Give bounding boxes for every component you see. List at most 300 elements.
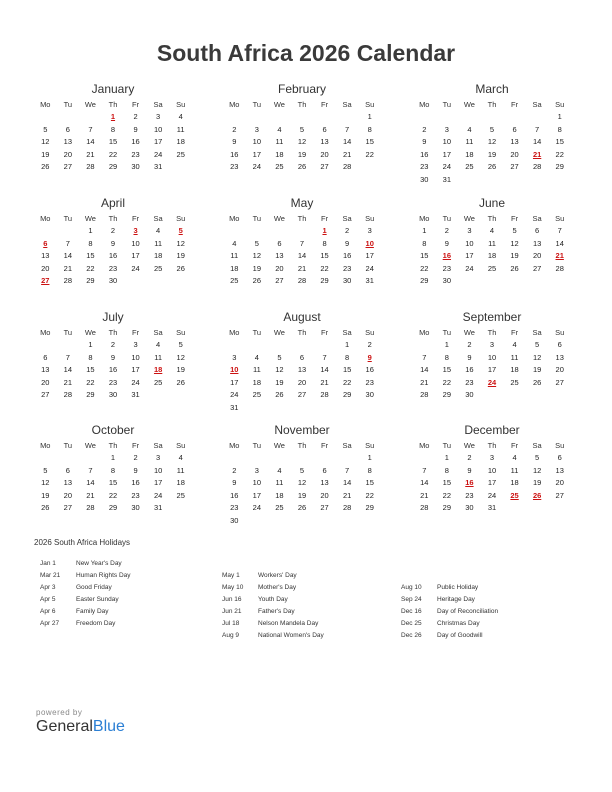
day-cell	[291, 402, 314, 415]
day-cell: 13	[41, 251, 50, 260]
weekday-label: Tu	[63, 214, 73, 223]
weekday-label: Sa	[342, 328, 352, 337]
day-cell: 14	[63, 251, 73, 260]
day-cell: 19	[532, 365, 542, 374]
day-cell: 12	[176, 238, 185, 248]
day-cell: 18	[465, 149, 474, 159]
week-row	[223, 389, 381, 402]
weekday-label: Tu	[442, 328, 452, 337]
day-cell: 9	[345, 238, 350, 248]
month-name: April	[100, 196, 125, 210]
day-cell: 4	[156, 226, 161, 235]
day-cell: 24	[230, 390, 239, 399]
day-cell: 4	[467, 124, 472, 134]
month-name: August	[283, 310, 321, 324]
day-cell	[526, 111, 549, 124]
weekday-label: Fr	[132, 441, 140, 450]
month-december	[413, 423, 571, 515]
day-cell: 30	[230, 515, 239, 525]
day-cell: 23	[131, 490, 140, 500]
day-cell: 4	[178, 453, 183, 462]
day-cell: 3	[489, 453, 495, 462]
day-cell: 15	[320, 251, 329, 260]
weekday-label: Tu	[63, 441, 73, 450]
holiday-date: Dec 25	[401, 620, 422, 627]
day-cell: 16	[131, 478, 140, 487]
weekday-label: Mo	[40, 441, 51, 450]
day-cell: 6	[65, 465, 70, 475]
day-cell: 22	[365, 490, 374, 500]
day-cell: 5	[535, 340, 540, 349]
holiday-name: Heritage Day	[437, 596, 475, 603]
holiday-date: Dec 16	[401, 608, 422, 615]
day-cell: 3	[133, 340, 138, 349]
week-row	[223, 490, 381, 503]
weekday-label: We	[84, 328, 96, 337]
day-cell	[246, 515, 269, 528]
day-cell: 7	[422, 352, 427, 362]
day-cell: 21	[420, 377, 429, 387]
day-cell: 17	[252, 149, 262, 159]
day-cell: 24	[252, 503, 262, 512]
day-cell	[503, 275, 526, 288]
day-cell: 10	[252, 478, 262, 487]
week-row	[413, 161, 571, 174]
day-cell: 10	[131, 238, 140, 248]
holiday-date: Apr 6	[40, 608, 56, 615]
day-cell: 1	[110, 453, 116, 462]
day-cell: 10	[442, 137, 452, 146]
day-cell	[57, 339, 80, 352]
week-row	[223, 465, 381, 478]
day-cell	[57, 111, 80, 124]
day-cell: 9	[110, 238, 116, 248]
day-cell: 23	[108, 263, 118, 273]
day-cell: 11	[510, 352, 519, 362]
day-cell: 20	[41, 377, 50, 387]
week-row	[223, 364, 381, 377]
day-cell: 6	[557, 453, 562, 462]
weekday-label: Su	[555, 214, 565, 223]
weekday-label: We	[273, 214, 285, 223]
holiday-date: Jan 1	[40, 560, 56, 567]
day-cell: 15	[86, 365, 95, 374]
day-cell: 11	[252, 365, 261, 374]
holiday-date: Jul 18	[222, 620, 240, 627]
week-row	[34, 111, 192, 124]
weekday-label: We	[273, 441, 285, 450]
day-cell: 9	[110, 352, 116, 362]
day-cell: 13	[63, 478, 73, 487]
day-cell: 20	[41, 263, 50, 273]
day-cell: 25	[510, 377, 519, 387]
day-cell: 26	[510, 263, 519, 273]
week-row	[223, 502, 381, 515]
day-cell: 31	[442, 174, 452, 184]
weekday-label: Sa	[532, 100, 542, 109]
day-cell: 23	[365, 377, 374, 387]
week-row	[223, 275, 381, 288]
day-cell: 19	[41, 490, 50, 500]
day-cell: 2	[133, 112, 138, 121]
day-cell: 27	[63, 503, 73, 512]
holiday-row	[40, 582, 131, 594]
day-cell: 18	[176, 478, 185, 487]
week-row	[34, 377, 192, 390]
day-cell: 8	[367, 465, 372, 475]
day-cell: 5	[489, 124, 495, 134]
day-cell: 4	[512, 340, 517, 349]
day-cell: 29	[86, 276, 95, 285]
day-cell: 8	[88, 352, 93, 362]
day-cell: 27	[510, 162, 519, 171]
weekday-label: Sa	[532, 328, 542, 337]
day-cell	[79, 452, 102, 465]
weekday-label: Tu	[442, 214, 452, 223]
weekday-header	[223, 327, 381, 339]
day-cell: 7	[65, 238, 70, 248]
day-cell	[313, 402, 336, 415]
day-cell: 23	[131, 149, 140, 159]
weekday-label: Mo	[40, 328, 51, 337]
day-cell: 23	[442, 263, 452, 273]
day-cell: 15	[108, 478, 118, 487]
day-cell: 2	[345, 226, 350, 235]
day-cell: 22	[342, 377, 352, 387]
week-row	[413, 377, 571, 390]
day-cell	[124, 275, 147, 288]
day-cell	[526, 174, 549, 187]
day-cell: 12	[532, 465, 542, 475]
day-cell: 4	[512, 453, 517, 462]
day-cell: 20	[275, 263, 284, 273]
day-cell	[481, 111, 504, 124]
day-cell: 15	[108, 137, 118, 146]
week-row	[223, 238, 381, 251]
day-cell: 12	[275, 365, 284, 374]
holiday-name: Youth Day	[258, 596, 288, 603]
week-row	[413, 477, 571, 490]
week-row	[223, 136, 381, 149]
day-cell	[34, 225, 57, 238]
day-cell: 17	[252, 490, 262, 500]
weekday-label: Tu	[252, 214, 262, 223]
month-june	[413, 196, 571, 288]
day-cell: 12	[41, 478, 50, 487]
weekday-header	[223, 440, 381, 452]
month-name: December	[464, 423, 520, 437]
day-cell: 9	[133, 124, 138, 134]
weekday-label: Mo	[40, 100, 51, 109]
day-cell: 16	[108, 365, 118, 374]
day-cell: 2	[232, 124, 237, 134]
weekday-label: Tu	[63, 100, 73, 109]
week-row	[413, 275, 571, 288]
day-cell: 30	[465, 390, 474, 399]
day-cell: 10	[153, 465, 163, 475]
day-cell: 20	[320, 149, 329, 159]
day-cell: 3	[232, 352, 237, 362]
day-cell: 11	[154, 238, 163, 248]
day-cell: 17	[487, 365, 497, 374]
day-cell: 3	[254, 465, 259, 475]
day-cell: 5	[299, 465, 305, 475]
day-cell: 28	[297, 276, 307, 285]
weekday-label: We	[84, 441, 96, 450]
holiday-name: Human Rights Day	[76, 572, 131, 579]
week-row	[413, 124, 571, 137]
day-cell: 29	[86, 390, 95, 399]
month-february	[223, 82, 381, 174]
day-cell: 7	[535, 124, 540, 134]
day-cell: 27	[320, 503, 329, 512]
day-cell: 17	[153, 137, 163, 146]
day-cell	[57, 452, 80, 465]
day-cell	[548, 502, 571, 515]
day-cell: 6	[322, 465, 327, 475]
weekday-label: Su	[176, 100, 186, 109]
weekday-header	[34, 99, 192, 111]
day-cell	[223, 111, 246, 124]
weekday-label: Mo	[419, 214, 430, 223]
day-cell: 5	[512, 226, 517, 235]
day-cell: 26	[275, 390, 284, 399]
day-cell: 25	[252, 390, 262, 399]
holiday-column	[401, 582, 498, 642]
weekday-label: Th	[108, 214, 118, 223]
day-cell	[458, 275, 481, 288]
day-cell: 25	[230, 276, 239, 285]
day-cell: 27	[275, 276, 284, 285]
weekday-label: Sa	[153, 328, 163, 337]
day-cell: 14	[86, 478, 95, 487]
day-cell	[336, 402, 359, 415]
holiday-column	[222, 570, 324, 642]
day-cell: 26	[297, 503, 307, 512]
weekday-label: Fr	[511, 441, 519, 450]
brand-blue: Blue	[92, 718, 125, 735]
weekday-label: Mo	[229, 100, 240, 109]
holiday-day: 16	[465, 478, 474, 487]
weekday-label: Su	[176, 441, 186, 450]
day-cell	[526, 389, 549, 402]
day-cell: 14	[63, 365, 73, 374]
holiday-row	[222, 630, 324, 642]
day-cell: 18	[176, 137, 185, 146]
weekday-label: Th	[487, 328, 497, 337]
day-cell: 19	[532, 478, 542, 487]
week-row	[413, 111, 571, 124]
week-row	[223, 377, 381, 390]
day-cell: 31	[487, 503, 497, 512]
day-cell: 6	[512, 124, 517, 134]
day-cell: 20	[320, 490, 329, 500]
day-cell: 13	[555, 352, 564, 362]
weekday-header	[413, 440, 571, 452]
day-cell: 28	[420, 503, 429, 512]
month-name: March	[475, 82, 509, 96]
week-row	[34, 250, 192, 263]
day-cell: 14	[297, 251, 307, 260]
day-cell: 18	[510, 478, 519, 487]
day-cell: 17	[153, 478, 163, 487]
holiday-date: Sep 24	[401, 596, 422, 603]
day-cell: 17	[465, 251, 474, 260]
week-row	[34, 263, 192, 276]
holiday-day: 21	[532, 149, 542, 159]
weekday-header	[413, 327, 571, 339]
day-cell	[169, 275, 192, 288]
day-cell: 17	[487, 478, 497, 487]
day-cell	[34, 111, 57, 124]
day-cell: 21	[63, 377, 73, 387]
day-cell: 21	[86, 149, 95, 159]
day-cell: 17	[131, 251, 140, 260]
weekday-label: Sa	[153, 441, 163, 450]
day-cell: 25	[153, 263, 163, 273]
weekday-label: Su	[555, 328, 565, 337]
holiday-name: Public Holiday	[437, 584, 479, 591]
weekday-label: Sa	[532, 214, 542, 223]
weekday-label: Sa	[342, 214, 352, 223]
day-cell: 11	[488, 238, 496, 248]
weekday-label: Tu	[252, 100, 262, 109]
weekday-label: Fr	[132, 100, 140, 109]
day-cell: 4	[232, 238, 237, 248]
day-cell: 19	[176, 365, 185, 374]
day-cell	[503, 502, 526, 515]
holiday-row	[40, 606, 131, 618]
holiday-day: 6	[43, 238, 48, 248]
day-cell: 16	[365, 365, 374, 374]
day-cell: 30	[442, 276, 452, 285]
week-row	[34, 225, 192, 238]
weekday-label: Su	[176, 214, 186, 223]
weekday-header	[34, 327, 192, 339]
day-cell: 30	[365, 390, 374, 399]
day-cell: 3	[444, 124, 449, 134]
day-cell: 12	[176, 352, 185, 362]
week-row	[223, 250, 381, 263]
day-cell: 29	[108, 503, 118, 512]
week-row	[34, 389, 192, 402]
day-cell: 18	[230, 263, 239, 273]
day-cell: 11	[510, 465, 519, 475]
day-cell: 5	[43, 124, 48, 134]
day-cell: 3	[489, 340, 495, 349]
day-cell	[436, 111, 459, 124]
day-cell	[481, 174, 504, 187]
day-cell: 12	[41, 137, 50, 146]
day-cell	[503, 389, 526, 402]
day-cell	[169, 161, 192, 174]
holiday-date: Mar 21	[40, 572, 61, 579]
holiday-day: 1	[110, 112, 116, 121]
week-row	[223, 263, 381, 276]
day-cell: 15	[442, 478, 452, 487]
day-cell: 9	[422, 137, 427, 146]
weekday-label: Mo	[40, 214, 51, 223]
day-cell: 18	[275, 149, 284, 159]
day-cell: 24	[487, 490, 497, 500]
day-cell: 10	[252, 137, 262, 146]
holiday-column	[40, 558, 131, 630]
week-row	[223, 149, 381, 162]
day-cell: 4	[254, 352, 259, 362]
day-cell	[481, 389, 504, 402]
weekday-label: We	[463, 100, 475, 109]
day-cell: 21	[86, 490, 95, 500]
day-cell: 14	[532, 137, 542, 146]
day-cell: 24	[465, 263, 474, 273]
day-cell: 29	[320, 276, 329, 285]
weekday-label: Sa	[342, 441, 352, 450]
weekday-label: Fr	[511, 328, 519, 337]
day-cell: 3	[467, 226, 472, 235]
weekday-header	[34, 440, 192, 452]
holiday-row	[40, 558, 131, 570]
day-cell: 9	[467, 352, 472, 362]
day-cell: 26	[252, 276, 262, 285]
day-cell: 6	[299, 352, 305, 362]
brand-logo	[36, 718, 125, 736]
day-cell: 3	[156, 112, 161, 121]
day-cell: 23	[342, 263, 352, 273]
day-cell: 18	[275, 490, 284, 500]
month-october	[34, 423, 192, 515]
day-cell: 10	[131, 352, 140, 362]
day-cell: 13	[510, 137, 519, 146]
day-cell	[268, 111, 291, 124]
weekday-label: We	[84, 100, 96, 109]
holiday-day: 21	[555, 251, 564, 260]
holiday-day: 9	[367, 352, 372, 362]
week-row	[413, 352, 571, 365]
holiday-day: 10	[230, 365, 239, 374]
weekday-label: We	[273, 100, 285, 109]
day-cell: 28	[532, 162, 542, 171]
day-cell: 4	[489, 226, 495, 235]
day-cell: 22	[320, 263, 329, 273]
weekday-header	[413, 99, 571, 111]
day-cell: 23	[230, 503, 239, 512]
day-cell: 9	[467, 465, 472, 475]
holiday-row	[401, 630, 498, 642]
day-cell: 2	[367, 340, 372, 349]
day-cell: 30	[108, 390, 118, 399]
day-cell: 22	[555, 149, 564, 159]
day-cell: 22	[442, 377, 452, 387]
day-cell: 20	[555, 478, 564, 487]
holiday-name: Family Day	[76, 608, 109, 615]
day-cell: 9	[444, 238, 449, 248]
day-cell: 13	[532, 238, 542, 248]
holiday-day: 3	[133, 226, 138, 235]
week-row	[223, 452, 381, 465]
weekday-label: Fr	[132, 328, 140, 337]
day-cell: 28	[63, 390, 73, 399]
day-cell	[246, 339, 269, 352]
day-cell: 28	[63, 276, 73, 285]
day-cell: 2	[133, 453, 138, 462]
day-cell	[336, 111, 359, 124]
day-cell: 2	[422, 124, 427, 134]
month-august	[223, 310, 381, 414]
holiday-name: Day of Reconciliation	[437, 608, 499, 615]
holiday-name: New Year's Day	[76, 560, 122, 567]
day-cell: 26	[487, 162, 497, 171]
day-cell: 5	[277, 352, 282, 362]
